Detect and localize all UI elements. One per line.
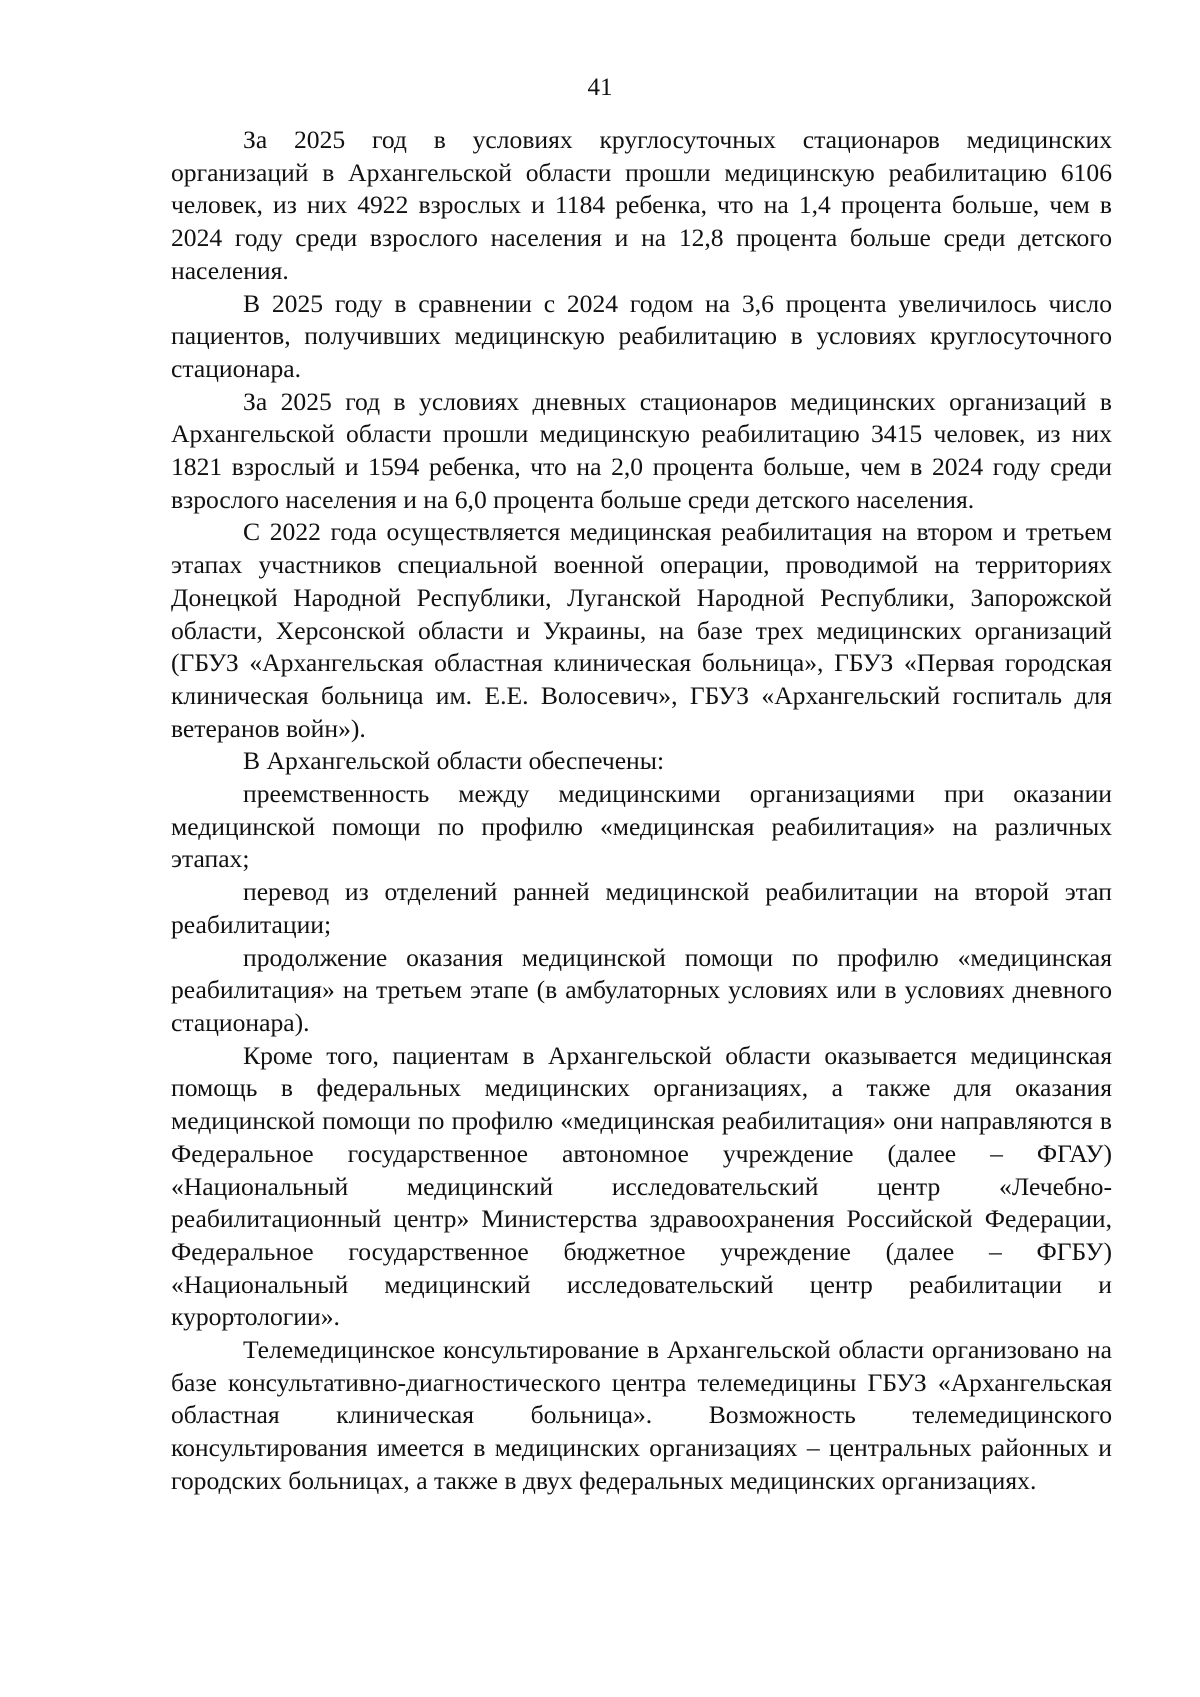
page-number: 41 xyxy=(587,74,613,101)
document-body xyxy=(171,124,1112,1498)
paragraph-third-stage: продолжение оказания медицинской помощи по профилю «медицинская реабилитация» на третьем этапе (в амбулаторных условиях или в условиях дневного стационара). xyxy=(171,942,1112,1037)
paragraph-continuity: преемственность между медицинскими организациями при оказании медицинской помощи по профилю «медицинская реабилитация» на различных этапах; xyxy=(171,779,1112,874)
paragraph-svo-rehab: С 2022 года осуществляется медицинская реабилитация на втором и третьем этапах участников специальной военной операции, проводимой на территориях Донецкой Народной Республики, Луганской Народной Республики, Запорожской области, Херсонской области и Украины, на базе трех медицинских организаций (ГБУЗ «Архангельская областная клиническая больница», ГБУЗ «Первая городская клиническая больница им. Е.Е. Волосевич», ГБУЗ «Архангельский госпиталь для ветеранов войн»). xyxy=(171,517,1112,743)
paragraph-provided-intro: В Архангельской области обеспечены: xyxy=(243,746,665,776)
paragraph-federal-organizations: Кроме того, пациентам в Архангельской области оказывается медицинская помощь в федеральных медицинских организациях, а также для оказания медицинской помощи по профилю «медицинская реабилитация» они направляются в Федеральное государственное автономное учреждение (далее – ФГАУ) «Национальный медицинский исследовательский центр «Лечебно-реабилитационный центр» Министерства здравоохранения Российской Федерации, Федеральное государственное бюджетное учреждение (далее – ФГБУ) «Национальный медицинский исследовательский центр реабилитации и курортологии». xyxy=(171,1040,1112,1332)
paragraph-telemedicine: Телемедицинское консультирование в Архангельской области организовано на базе консультативно-диагностического центра телемедицины ГБУЗ «Архангельская областная клиническая больница». Возможность телемедицинского консультирования имеется в медицинских организациях – центральных районных и городских больницах, а также в двух федеральных медицинских организациях. xyxy=(171,1335,1112,1495)
paragraph-day-hospital-stats: За 2025 год в условиях дневных стационаров медицинских организаций в Архангельской области прошли медицинскую реабилитацию 3415 человек, из них 1821 взрослый и 1594 ребенка, что на 2,0 процента больше, чем в 2024 году среди взрослого населения и на 6,0 процента больше среди детского населения. xyxy=(171,386,1112,514)
paragraph-inpatient-growth: В 2025 году в сравнении с 2024 годом на 3,6 процента увеличилось число пациентов, получивших медицинскую реабилитацию в условиях круглосуточного стационара. xyxy=(171,288,1112,383)
paragraph-transfer: перевод из отделений ранней медицинской реабилитации на второй этап реабилитации; xyxy=(171,877,1112,939)
paragraph-inpatient-rehab-stats: За 2025 год в условиях круглосуточных стационаров медицинских организаций в Архангельской области прошли медицинскую реабилитацию 6106 человек, из них 4922 взрослых и 1184 ребенка, что на 1,4 процента больше, чем в 2024 году среди взрослого населения и на 12,8 процента больше среди детского населения. xyxy=(171,125,1112,285)
